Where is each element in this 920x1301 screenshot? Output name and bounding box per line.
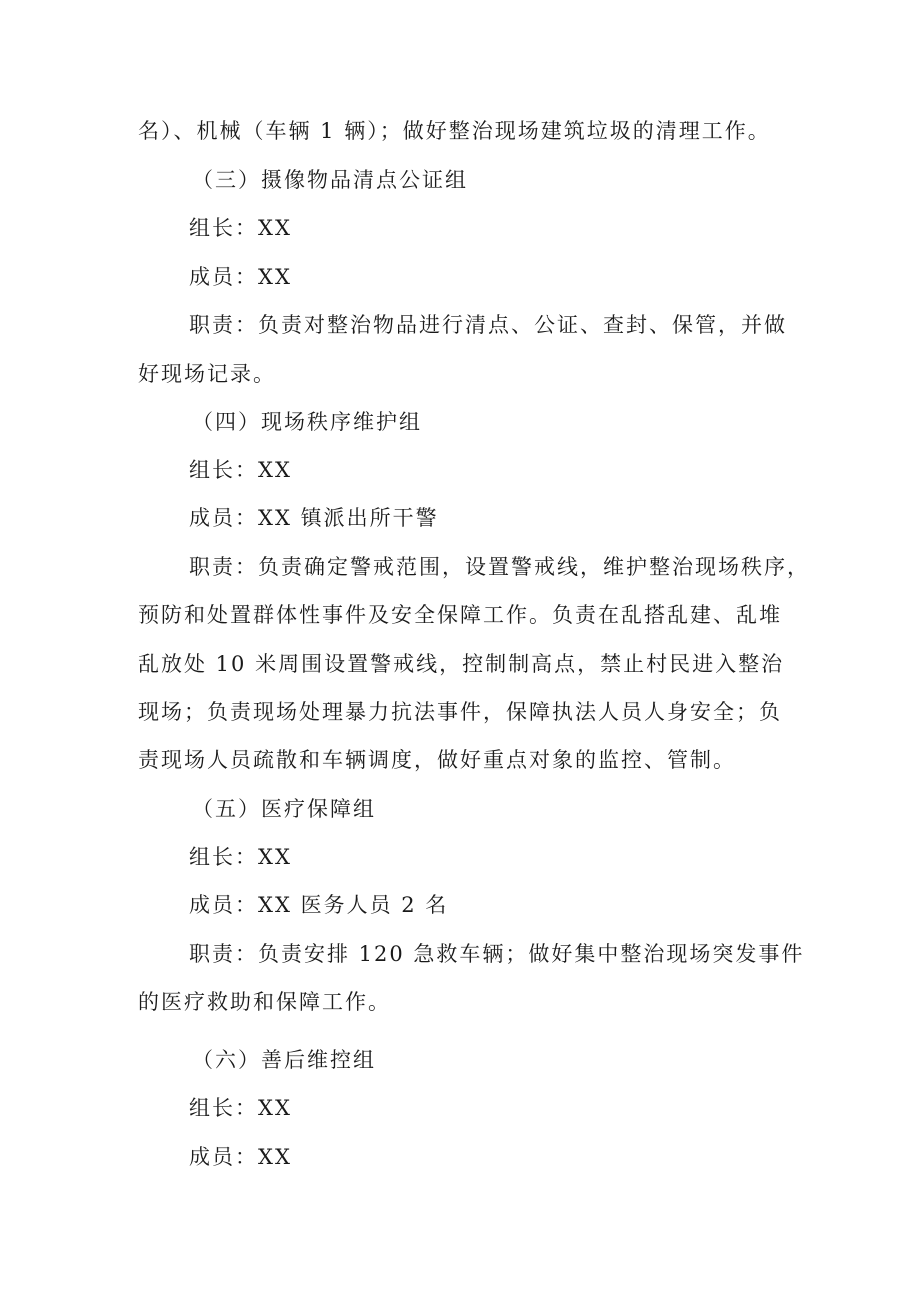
duties-continuation-line: 好现场记录。 [138,362,276,386]
duties-continuation-line: 责现场人员疏散和车辆调度，做好重点对象的监控、管制。 [138,748,736,772]
duties-line: 职责：负责对整治物品进行清点、公证、查封、保管，并做 [189,313,787,337]
group-leader-line: 组长：XX [189,216,292,240]
duties-continuation-line: 乱放处 10 米周围设置警戒线，控制制高点，禁止村民进入整治 [138,652,785,676]
duties-line: 职责：负责确定警戒范围，设置警戒线，维护整治现场秩序， [189,555,810,579]
duties-continuation-line: 预防和处置群体性事件及安全保障工作。负责在乱搭乱建、乱堆 [138,603,782,627]
section-heading-5: （五）医疗保障组 [192,797,376,821]
duties-continuation-line: 的医疗救助和保障工作。 [138,990,391,1014]
group-leader-line: 组长：XX [189,1096,292,1120]
section-heading-4: （四）现场秩序维护组 [192,410,422,434]
group-leader-line: 组长：XX [189,458,292,482]
group-leader-line: 组长：XX [189,845,292,869]
section-heading-3: （三）摄像物品清点公证组 [192,168,468,192]
section-heading-6: （六）善后维控组 [192,1048,376,1072]
group-members-line: 成员：XX [189,1145,292,1169]
group-members-line: 成员：XX [189,265,292,289]
group-members-line: 成员：XX 镇派出所干警 [189,506,439,530]
duties-continuation-line: 现场；负责现场处理暴力抗法事件，保障执法人员人身安全；负 [138,700,782,724]
duties-line: 职责：负责安排 120 急救车辆；做好集中整治现场突发事件 [189,942,805,966]
body-text-line: 名）、机械（车辆 1 辆）；做好整治现场建筑垃圾的清理工作。 [138,119,771,143]
group-members-line: 成员：XX 医务人员 2 名 [189,893,449,917]
